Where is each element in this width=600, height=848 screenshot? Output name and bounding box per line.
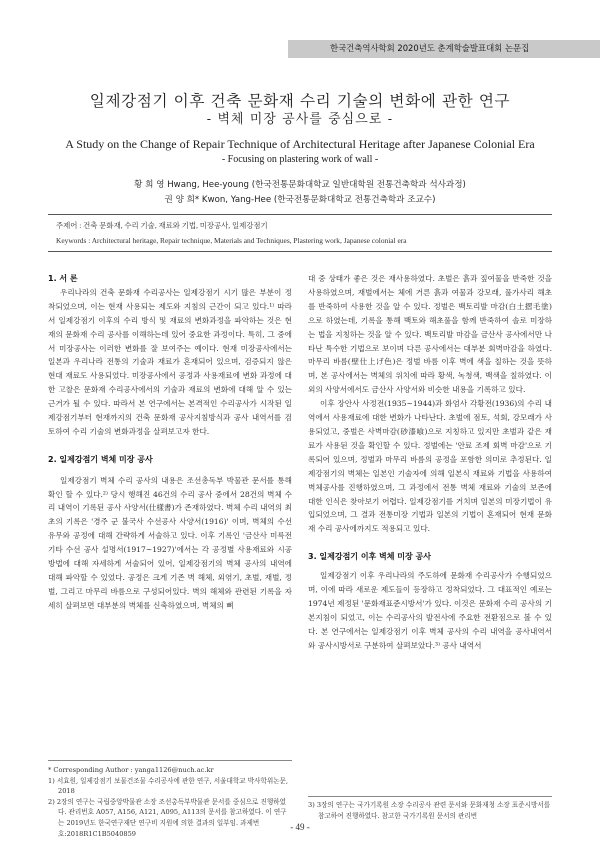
section-heading-2: 2. 일제강점기 벽체 미장 공사 bbox=[48, 454, 153, 464]
paper-subtitle-korean: - 벽체 미장 공사를 중심으로 - bbox=[206, 112, 394, 127]
author-1: 황 희 영 Hwang, Hee-young (한국전통문화대학교 일반대학원 전통건축학과 석사과정) bbox=[134, 180, 466, 190]
section-heading-1: 1. 서 론 bbox=[48, 274, 78, 283]
footnote: 3) 3장의 연구는 국가기록원 소장 수리공사 관련 문서와 문화재청 소장 표준시방서를 참고하여 진행하였다. 참고한 국가기록원 문서의 관리번 bbox=[308, 801, 551, 820]
paragraph: 이후 장안사 사정전(1935~1944)과 화엄사 각황전(1936)의 수리 내역에서 사용재료에 대한 변화가 나타난다. 초벌에 점토, 석회, 강모래가 사용되었고, 중벌은 사벽마감(砂漆喰)으로 지칭하고 있지만 초벌과 같은 재료가 사용된 것을 확인할 수 있다. 정벌에는 '안료 조제 회벽 마감'으로 기록되어 있으며, 정벌과 마무리 바름의 공정을 포함한 의미로 추정된다. 일제강점기의 벽체는 일본인 기술자에 의해 일본식 재료와 기법을 사용하여 벽체공사를 진행하였으며, 그 과정에서 전통 벽체 재료와 기술의 보존에 대한 인식은 찾아보기 어렵다. 일제강점기를 거치며 일본의 미장기법이 유입되었으며, 그 결과 전통미장 기법과 일본의 기법이 혼재되어 현재 문화재 수리 공사에까지도 적용되고 있다. bbox=[308, 399, 552, 534]
page-number: - 49 - bbox=[290, 822, 310, 832]
body-column-left bbox=[48, 272, 292, 613]
paragraph: 일제강점기 이후 우리나라의 주도하에 문화재 수리공사가 수행되었으며, 이에 따라 새로운 제도들이 등장하고 정착되었다. 그 대표적인 예로는 1974년 제정된 '문화재표준시방서'가 있다. 이것은 문화재 수리 공사의 기본지침이 되었고, 이는 수리공사의 발전사에 주요한 전환점으로 볼 수 있다. 본 연구에서는 일제강점기 이후 벽체 공사의 수리 내역을 공사내역서와 공사시방서로 구분하여 살펴보았다.³⁾ 공사 내역서 bbox=[308, 571, 552, 650]
paragraph: 우리나라의 건축 문화재 수리공사는 일제강점기 시기 많은 부분이 정착되었으며, 이는 현재 사용되는 제도와 지침의 근간이 되고 있다.¹⁾ 따라서 일제강점기 이후의 수리 방식 및 재료의 변화과정을 파악하는 것은 현재의 문화재 수리 공사를 이해하는데 있어 중요한 과정이다. 특히, 그 중에서 미장공사는 이러한 변화를 잘 보여주는 예이다. 현재 미장공사에서는 일본과 우리나라 전통의 기술과 재료가 혼재되어 있으며, 검증되지 않은 현대 재료도 사용되었다. 미장공사에서 공정과 사용재료에 변화 과정에 대한 고찰은 문화재 수리공사에서의 기술과 재료의 변화에 대해 알 수 있는 근거가 될 수 있다. 따라서 본 연구에서는 본격적인 수리공사가 시작된 일제강점기부터 현재까지의 건축 문화재 공사지침방식과 공사 내역서를 검토하여 수리 기술의 변화과정을 살펴보고자 한다. bbox=[48, 287, 292, 436]
footnote-rule bbox=[48, 760, 292, 761]
running-header bbox=[0, 40, 600, 60]
footnote: 2) 2장의 연구는 국립중앙박물관 소장 조선총독부박물관 문서를 중심으로 진행하였다. 관리번호 A057, A156, A121, A095, A113의 문서를 참고하였다. 이 연구는 2019년도 한국연구재단 연구비 지원에 의한 결과의 일부임. 과제번호:2018R1C1B5040859 bbox=[48, 797, 287, 838]
body-column-right bbox=[308, 272, 552, 652]
paragraph: 대 중 상태가 좋은 것은 재사용하였다. 초벌은 흙과 짚여물을 반죽한 것을 사용하였으며, 재벌에서는 체에 거른 흙과 여물과 강모래, 풀가사리 해초를 반죽하여 사용한 것을 알 수 있다. 정벌은 백토리발 마감(白土摺毛塗)으로 하였는데, 기록을 통해 백토와 해초풀을 함께 반죽하여 솔로 미장하는 법을 지칭하는 것을 알 수 있다. 백토리발 마감을 금산사 공사에서만 나타난 특수한 기법으로 보이며 다른 공사에서는 대부분 회벽마감을 하였다. 마무리 바름(壁仕上げ色)은 정벌 바름 이후 벽에 색을 칠하는 것을 뜻하며, 본 공사에서는 벽체의 위치에 따라 황색, 녹청색, 백색을 칠하였다. 이외의 사양서에서도 금산사 사양서와 비슷한 내용을 기록하고 있다. bbox=[308, 274, 552, 395]
footnote: * Corresponding Author : yanga1126@nuch.ac.kr bbox=[48, 766, 214, 774]
paragraph: 일제강점기 벽체 수리 공사의 내용은 조선총독부 박물관 문서를 통해 확인 할 수 있다.²⁾ 당시 행해진 46건의 수리 공사 중에서 28건의 벽체 수리 내역이 기록된 공사 사양서(仕樣書)가 존재하였다. 벽체 수리 내역의 최초의 기록은 '경주 군 불국사 수선공사 사양서(1916)' 이며, 벽체의 수선 유무와 공정에 대해 간략하게 서술하고 있다. 이후 기록인 '금산사 미륵전 기타 수선 공사 설명서(1917~1927)'에서는 각 공정별 사용재료와 시공방법에 대해 자세하게 서술되어 있어, 일제강점기의 벽체 공사의 내역에 대해 파악할 수 있었다. 공정은 크게 기존 벽 해체, 외엮기, 초벌, 재벌, 정벌, 그리고 마무리 바름으로 구성되어있다. 벽의 해체와 관련된 기록을 자세히 살펴보면 대부분의 벽체를 신축하였으며, 벽체의 뼈 bbox=[48, 475, 292, 610]
footnote: 1) 서효원, 일제강점기 보물건조물 수리공사에 관한 연구, 서울대학교 박사학위논문, 2018 bbox=[48, 776, 289, 796]
keywords-box bbox=[48, 214, 552, 252]
section-heading-3: 3. 일제강점기 이후 벽체 미장 공사 bbox=[308, 552, 431, 562]
paper-title-korean: 일제강점기 이후 건축 문화재 수리 기술의 변화에 관한 연구 bbox=[89, 92, 511, 110]
keywords-korean: 주제어 : 건축 문화재, 수리 기술, 재료와 기법, 미장공사, 일제강점기 bbox=[56, 221, 268, 230]
journal-title: 한국건축역사학회 2020년도 춘계학술발표대회 논문집 bbox=[330, 43, 530, 53]
paper-title-english: A Study on the Change of Repair Technique of Architectural Heritage after Japanese Colonial Era bbox=[65, 137, 535, 151]
author-2: 권 양 희* Kwon, Yang-Hee (한국전통문화대학교 전통건축학과 조교수) bbox=[164, 195, 436, 205]
paper-subtitle-english: - Focusing on plastering work of wall - bbox=[221, 154, 379, 165]
footnotes-right bbox=[308, 800, 552, 821]
keywords-english: Keywords : Architectural heritage, Repair technique, Materials and Techniques, Plastering work, Japanese colonial era bbox=[56, 236, 407, 245]
footnote-rule bbox=[308, 796, 552, 797]
